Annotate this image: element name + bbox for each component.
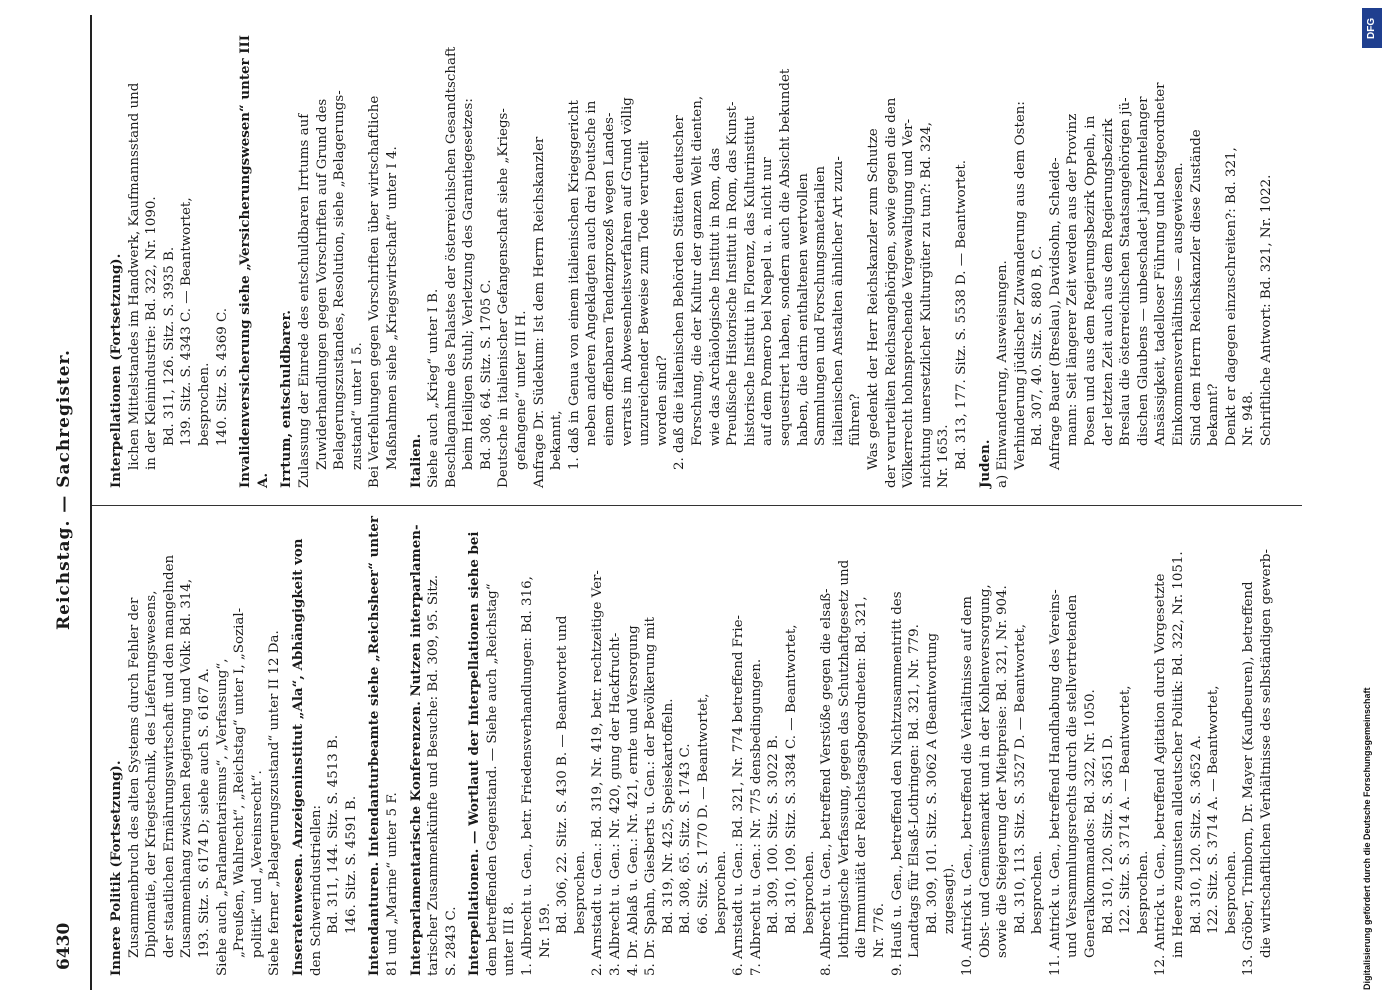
- right-column-line: Sind dem Herrn Reichskanzler diese Zustände: [1188, 129, 1204, 446]
- left-column-line: die wirtschaftlichen Verhältnisse des selbständigen gewerb-: [1259, 549, 1274, 958]
- dfg-logo: DFG: [1362, 8, 1382, 48]
- right-column-line: historische Institut in Florenz, das Kulturinstitut: [742, 115, 758, 446]
- right-column-line: a) Einwanderung, Ausweisungen.: [995, 260, 1011, 488]
- right-column-line: Was gedenkt der Herr Reichskanzler zum Schutze: [865, 128, 881, 470]
- left-column-line: 2. Arnstadt u. Gen.: Bd. 319, Nr. 419, betr. rechtzeitige Ver-: [590, 570, 606, 976]
- right-column-line: Breslau die österreichischen Staatsangehörigen jü-: [1118, 97, 1134, 446]
- right-column-heading: Irrtum, entschuldbarer.: [278, 310, 295, 488]
- left-column-heading: Intendanturen. Intendanturbeamte siehe „Reichsheer“ unter: [366, 516, 383, 976]
- right-column-line: Maßnahmen siehe „Kriegswirtschaft“ unter I 4.: [384, 146, 400, 470]
- right-column-line: gefangene“ unter III H.: [514, 310, 530, 470]
- left-column-line: 7. Albrecht u. Gen.: Nr. 775 densbedingungen.: [748, 658, 764, 976]
- left-column-line: 8. Albrecht u. Gen., betreffend Verstöße gegen die elsaß-: [819, 588, 835, 976]
- left-column-line: 13. Gröber, Trimborn, Dr. Mayer (Kaufbeuren), betreffend: [1241, 581, 1257, 976]
- right-column-line: haben, die darin enthaltenen wertvollen: [795, 173, 811, 446]
- right-column-line: in der Kleinindustrie: Bd. 322, Nr. 1090.: [144, 196, 160, 470]
- right-column-line: bekannt?: [1206, 383, 1222, 446]
- left-column-line: Obst- und Gemüsemarkt und in der Kohlenversorgung,: [977, 584, 993, 958]
- right-column: [102, 26, 1276, 488]
- left-column-line: und Versammlungsrechts durch die stellvertretenden: [1065, 594, 1081, 958]
- left-column-line: die Immunität der Reichstagsabgeordneten: Bd. 321,: [854, 596, 870, 958]
- right-column-line: Zulassung der Einrede des entschuldbaren Irrtums auf: [296, 113, 312, 488]
- left-column-line: Bd. 310, 109. Sitz. S. 3384 C. — Beantwortet,: [783, 624, 799, 934]
- left-column-line: Nr. 159.: [537, 903, 553, 958]
- right-column-line: Bd. 311, 126. Sitz. S. 3935 B.: [161, 246, 177, 446]
- right-column-line: der verurteilten Reichsangehörigen, sowie gegen die den: [883, 97, 899, 488]
- left-column-line: 81 und „Marine“ unter 5 F.: [384, 792, 400, 976]
- right-column-line: einem offenbaren Tendenzprozeß wegen Landes-: [602, 112, 618, 446]
- left-column-line: unter III 8.: [502, 901, 518, 976]
- right-column-line: zustand“ unter I 5.: [349, 342, 365, 470]
- right-column-line: Sammlungen und Forschungsmaterialien: [813, 165, 829, 446]
- right-column-heading: Interpellationen (Fortsetzung).: [108, 253, 124, 488]
- left-column-line: Bd. 309, 101. Sitz. S. 3062 A (Beantwortung: [924, 632, 940, 934]
- column-divider: [92, 505, 1302, 506]
- left-column-line: Bd. 309, 100. Sitz. S. 3022 B.: [766, 734, 782, 934]
- left-column-line: Nr. 776.: [871, 903, 887, 958]
- right-column-line: Denkt er dagegen einzuschreiten?: Bd. 321,: [1223, 147, 1239, 446]
- right-column-line: sequestriert haben, sondern auch die Absicht bekundet: [777, 68, 793, 446]
- left-column-line: Landtags für Elsaß-Lothringen: Bd. 321, Nr. 779.: [907, 624, 923, 958]
- right-column-line: unzureichender Beweise zum Tode verurteilt: [637, 140, 653, 446]
- right-column-line: Verhinderung jüdischer Zuwanderung aus dem Osten:: [1012, 101, 1028, 470]
- left-column-line: tarischer Zusammenkünfte und Besuche: Bd. 309, 95. Sitz.: [426, 574, 442, 976]
- right-column-line: Nr. 1653.: [936, 424, 952, 488]
- right-column-line: Bei Verfehlungen gegen Vorschriften über wirtschaftliche: [367, 95, 383, 488]
- left-column-line: besprochen.: [572, 850, 588, 934]
- digitization-note: Digitalisierung gefördert durch die Deutsche Forschungsgemeinschaft: [1362, 687, 1372, 990]
- right-column-line: 1. daß in Genua von einem italienischen Kriegsgericht: [566, 100, 582, 470]
- right-column-line: mann: Seit längerer Zeit werden aus der Provinz: [1065, 113, 1081, 446]
- right-column-line: italienischen Anstalten ähnlicher Art zuzu-: [830, 156, 846, 446]
- right-column-line: Posen und aus dem Regierungsbezirk Oppeln, in: [1083, 115, 1099, 446]
- right-column-line: bekannt,: [549, 410, 565, 470]
- right-column-line: Bd. 308, 64. Sitz. S. 1705 C.: [478, 279, 494, 470]
- right-column-line: der letzten Zeit auch aus dem Regierungsbezirk: [1100, 118, 1116, 446]
- index-page: [40, 10, 1340, 990]
- right-column-line: verrats im Abwesenheitsverfahren auf Grund völlig: [619, 97, 635, 446]
- left-column-line: 11. Antrick u. Gen., betreffend Handhabung des Vereins-: [1047, 589, 1063, 976]
- left-column-line: zugesagt).: [942, 863, 958, 934]
- left-column-line: besprochen.: [801, 850, 817, 934]
- left-column-line: 12. Antrick u. Gen., betreffend Agitation durch Vorgesetzte: [1153, 573, 1169, 976]
- left-column-heading: Inseratenwesen. Anzeigeninstitut „Ala“, Abhängigkeit von: [289, 538, 306, 976]
- right-column-line: dischen Glaubens — unbeschadet jahrzehntelanger: [1135, 96, 1151, 446]
- left-column-line: Bd. 311, 144. Sitz. S. 4513 B.: [326, 734, 342, 934]
- right-column-line: 2. daß die italienischen Behörden Stätten deutscher: [672, 115, 688, 470]
- left-column-line: besprochen.: [1223, 850, 1239, 934]
- left-column-line: Bd. 306, 22. Sitz. S. 430 B. — Beantwortet und: [555, 615, 571, 934]
- left-column-line: politik“ und „Vereinsrecht“.: [249, 770, 265, 958]
- right-column-line: worden sind?: [654, 355, 670, 446]
- left-column-line: 9. Hauß u. Gen., betreffend den Nichtzusammentritt des: [889, 591, 905, 976]
- left-column-heading: Interpellationen. — Wortlaut der Interpellationen siehe bei: [466, 531, 483, 976]
- left-column-line: den Schwerindustriellen:: [308, 804, 324, 976]
- left-column-line: sowie die Steigerung der Mietpreise: Bd. 321, Nr. 904.: [995, 585, 1011, 958]
- left-column-line: S. 2843 C.: [443, 906, 459, 976]
- left-column-line: 1. Albrecht u. Gen., betr. Friedensverhandlungen: Bd. 316,: [520, 576, 536, 976]
- right-column-line: Forschung, die der Kultur der ganzen Welt dienten,: [690, 95, 705, 446]
- left-column-heading: Interparlamentarische Konferenzen. Nutzen interparlamen-: [407, 524, 424, 976]
- left-column: [102, 514, 1276, 976]
- left-column-line: Bd. 310, 120. Sitz. S. 3651 D.: [1100, 734, 1116, 934]
- right-column-line: Bd. 313, 177. Sitz. S. 5538 D. — Beantwortet.: [953, 159, 969, 470]
- right-column-line: Völkerrecht hohnsprechende Vergewaltigung und Ver-: [901, 118, 917, 488]
- left-column-line: Zusammenhang zwischen Regierung und Volk: Bd. 314,: [179, 578, 195, 958]
- left-column-line: Bd. 319, Nr. 425, Speisekartoffeln.: [660, 698, 676, 934]
- right-column-line: Anfrage Dr. Südekum: Ist dem Herrn Reichskanzler: [531, 136, 547, 488]
- left-column-line: Generalkommandos: Bd. 322, Nr. 1050.: [1083, 689, 1099, 958]
- left-column-line: 193. Sitz. S. 6174 D; siehe auch S. 6167 A.: [196, 668, 212, 958]
- left-column-line: Bd. 310, 120. Sitz. S. 3652 A.: [1188, 735, 1204, 934]
- left-column-line: 3. Albrecht u. Gen.: Nr. 420, gung der Hackfrucht-: [608, 632, 624, 976]
- right-column-line: beim Heiligen Stuhl; Verletzung des Garantiegesetzes:: [461, 98, 477, 470]
- right-column-line: lichen Mittelstandes im Handwerk, Kaufmannsstand und: [126, 82, 142, 470]
- right-column-line: auf dem Pomero bei Neapel u. a. nicht nur: [760, 157, 776, 446]
- right-column-line: Belagerungszustandes, Resolution, siehe „Belagerungs-: [332, 90, 348, 470]
- header-rule: [90, 15, 92, 990]
- left-column-line: „Preußen, Wahlrecht“, „Reichstag“ unter I, „Sozial-: [232, 607, 248, 958]
- right-column-line: Deutsche in italienischer Gefangenschaft siehe „Kriegs-: [496, 108, 512, 488]
- right-column-line: wie das Archäologische Institut in Rom, das: [707, 147, 723, 446]
- right-column-line: Schriftliche Antwort: Bd. 321, Nr. 1022.: [1259, 174, 1274, 446]
- right-column-line: Nr. 948.: [1241, 391, 1257, 446]
- right-column-heading: Juden.: [976, 439, 993, 488]
- left-column-line: 122. Sitz. S. 3714 A. — Beantwortet,: [1206, 685, 1222, 934]
- left-column-line: der staatlichen Ernährungswirtschaft und den mangelnden: [161, 554, 177, 958]
- left-column-line: 4. Dr. Ablaß u. Gen.: Nr. 421, ernte und Versorgung: [625, 625, 641, 976]
- right-column-line: Ansässigkeit, tadelloser Führung und bestgeordneter: [1153, 82, 1169, 446]
- left-column-line: besprochen.: [713, 850, 729, 934]
- page-header: [40, 10, 90, 990]
- right-column-line: besprochen.: [196, 362, 212, 446]
- right-column-line: führen?: [848, 393, 864, 446]
- page-number: 6430: [54, 922, 74, 970]
- right-column-line: Zuwiderhandlungen gegen Vorschriften auf Grund des: [314, 98, 330, 470]
- right-column-line: neben anderen Angeklagten auch drei Deutsche in: [584, 100, 600, 446]
- left-column-line: Diplomatie, der Kriegstechnik, des Lieferungswesens,: [144, 590, 160, 958]
- right-column-line: Preußische Historische Institut in Rom, das Kunst-: [725, 101, 741, 446]
- left-column-line: Bd. 310, 113. Sitz. S. 3527 D. — Beantwortet,: [1012, 623, 1028, 934]
- right-column-line: 140. Sitz. S. 4369 C.: [214, 307, 230, 446]
- right-column-line: Beschlagnahme des Palastes der österreichischen Gesandtschaft: [443, 46, 459, 488]
- right-column-line: Einkommensverhältnisse — ausgewiesen.: [1171, 162, 1187, 446]
- left-column-heading: Innere Politik (Fortsetzung).: [108, 760, 124, 976]
- left-column-line: Siehe auch „Parlamentarismus“, „Verfassung“,: [214, 658, 230, 976]
- left-column-line: Siehe ferner „Belagerungszustand“ unter II 12 Da.: [267, 630, 283, 976]
- left-column-line: Bd. 308, 65. Sitz. S. 1743 C.: [678, 743, 694, 934]
- right-column-line: nichtung unersetzlicher Kulturgüter zu tun?: Bd. 324,: [918, 122, 934, 488]
- right-column-heading: Italien.: [407, 433, 424, 488]
- left-column-line: im Heere zugunsten alldeutscher Politik: Bd. 322, Nr. 1051.: [1171, 551, 1187, 958]
- right-column-line: Siehe auch „Krieg“ unter I B.: [426, 288, 442, 488]
- right-column-heading: Invalidenversicherung siehe „Versicherungswesen“ unter III A.: [237, 34, 271, 488]
- right-column-line: 139. Sitz. S. 4343 C. — Beantwortet,: [179, 197, 195, 446]
- left-column-line: 6. Arnstadt u. Gen.: Bd. 321, Nr. 774 betreffend Frie-: [731, 614, 747, 976]
- left-column-line: 5. Dr. Spahn, Giesberts u. Gen.: der Bevölkerung mit: [643, 617, 659, 976]
- left-column-line: besprochen.: [1030, 850, 1046, 934]
- running-title: Reichstag. — Sachregister.: [54, 349, 74, 630]
- left-column-line: besprochen.: [1135, 850, 1151, 934]
- left-column-line: 122. Sitz. S. 3714 A. — Beantwortet,: [1118, 685, 1134, 934]
- left-column-line: lothringische Verfassung, gegen das Schutzhaftgesetz und: [836, 559, 852, 958]
- left-column-line: 146. Sitz. S. 4591 B.: [343, 795, 359, 934]
- left-column-line: Zusammenbruch des alten Systems durch Fehler der: [126, 597, 142, 958]
- left-column-line: 10. Antrick u. Gen., betreffend die Verhältnisse auf dem: [959, 596, 975, 976]
- right-column-line: Anfrage Bauer (Breslau), Davidsohn, Scheide-: [1047, 157, 1063, 470]
- left-column-line: 66. Sitz. S. 1770 D. — Beantwortet,: [696, 693, 711, 934]
- right-column-line: Bd. 307, 40. Sitz. S. 880 B, C.: [1030, 245, 1046, 446]
- left-column-line: dem betreffenden Gegenstand. — Siehe auch „Reichstag“: [484, 583, 500, 976]
